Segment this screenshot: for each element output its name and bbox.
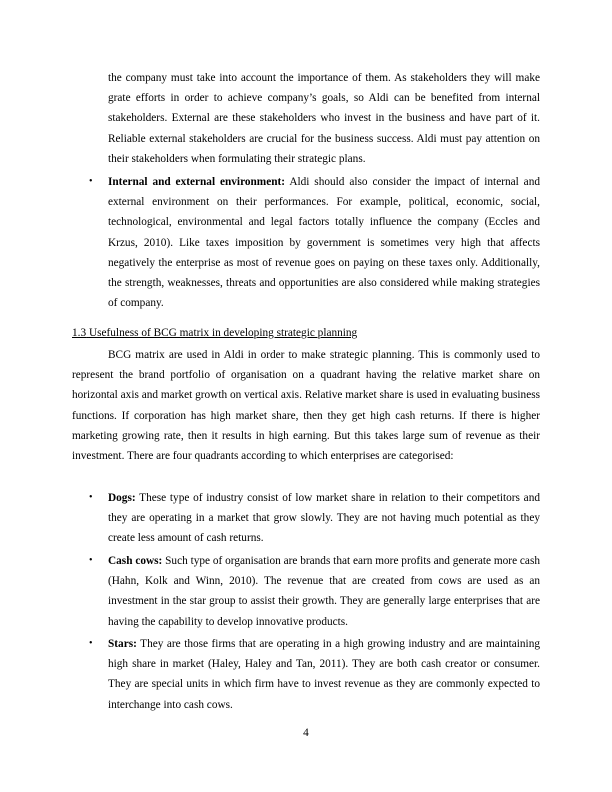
continuation-paragraph: the company must take into account the importance of them. As stakeholders they will make grate efforts in order to achieve company’s goals, so Aldi can be benefited from internal stakeholders. External are these stakeholders who invest in the business and have part of it. Reliable external stakeholders are crucial for the business success. Aldi must pay attention on their stakeholders when formulating their strategic plans.: [108, 72, 540, 165]
section-heading: [72, 323, 357, 343]
section-number: 1.3: [72, 327, 87, 339]
bullet-icon: •: [89, 638, 93, 649]
bullet-icon: •: [89, 492, 93, 503]
bullet-internal-external-environment: [89, 172, 540, 313]
bullet-icon: •: [89, 555, 93, 566]
bullet-dogs: [89, 488, 540, 549]
bullet-text: Such type of organisation are brands that earn more profits and generate more cash (Hahn, Kolk and Winn, 2010). The revenue that are created from cows are used as an investment in the star group to assist their growth. They are generally large enterprises that are having the capability to develop innovative products.: [108, 555, 540, 628]
bullet-cash-cows: [89, 551, 540, 632]
bullet-text: These type of industry consist of low market share in relation to their competitors and they are operating in a market that grow slowly. They are not having much potential as they create less amount of cash returns.: [108, 492, 540, 545]
section-title: Usefulness of BCG matrix in developing strategic planning: [88, 327, 358, 339]
bullet-term: Dogs:: [108, 492, 136, 504]
bullet-stars: [89, 634, 540, 715]
bullet-term: Cash cows:: [108, 555, 163, 567]
page-number: 4: [303, 727, 309, 739]
bullet-term: Internal and external environment:: [108, 176, 286, 188]
bullet-term: Stars:: [108, 638, 137, 650]
bullet-text: Aldi should also consider the impact of internal and external environment on their performances. For example, political, economic, social, technological, environmental and legal factors totally influence the company (Eccles and Krzus, 2010). Like taxes imposition by government is sometimes very high that affects negatively the enterprise as most of revenue goes on paying on these taxes only. Additionally, the strength, weaknesses, threats and opportunities are also considered while making strategies of company.: [108, 176, 540, 310]
bullet-text: They are those firms that are operating in a high growing industry and are maintaining high share in market (Haley, Haley and Tan, 2011). They are both cash creator or consumer. They are special units in which firm have to invest revenue as they are commonly expected to interchange into cash cows.: [108, 638, 540, 711]
section-paragraph: BCG matrix are used in Aldi in order to make strategic planning. This is commonly used to represent the brand portfolio of organisation on a quadrant having the relative market share on horizontal axis and market growth on vertical axis. Relative market share is used in evaluating business functions. If corporation has high market share, then they get high cash returns. If there is higher marketing growing rate, then it results in high earning. But this takes large sum of revenue as their investment. There are four quadrants according to which enterprises are categorised:: [72, 349, 540, 463]
bullet-icon: •: [89, 176, 93, 187]
